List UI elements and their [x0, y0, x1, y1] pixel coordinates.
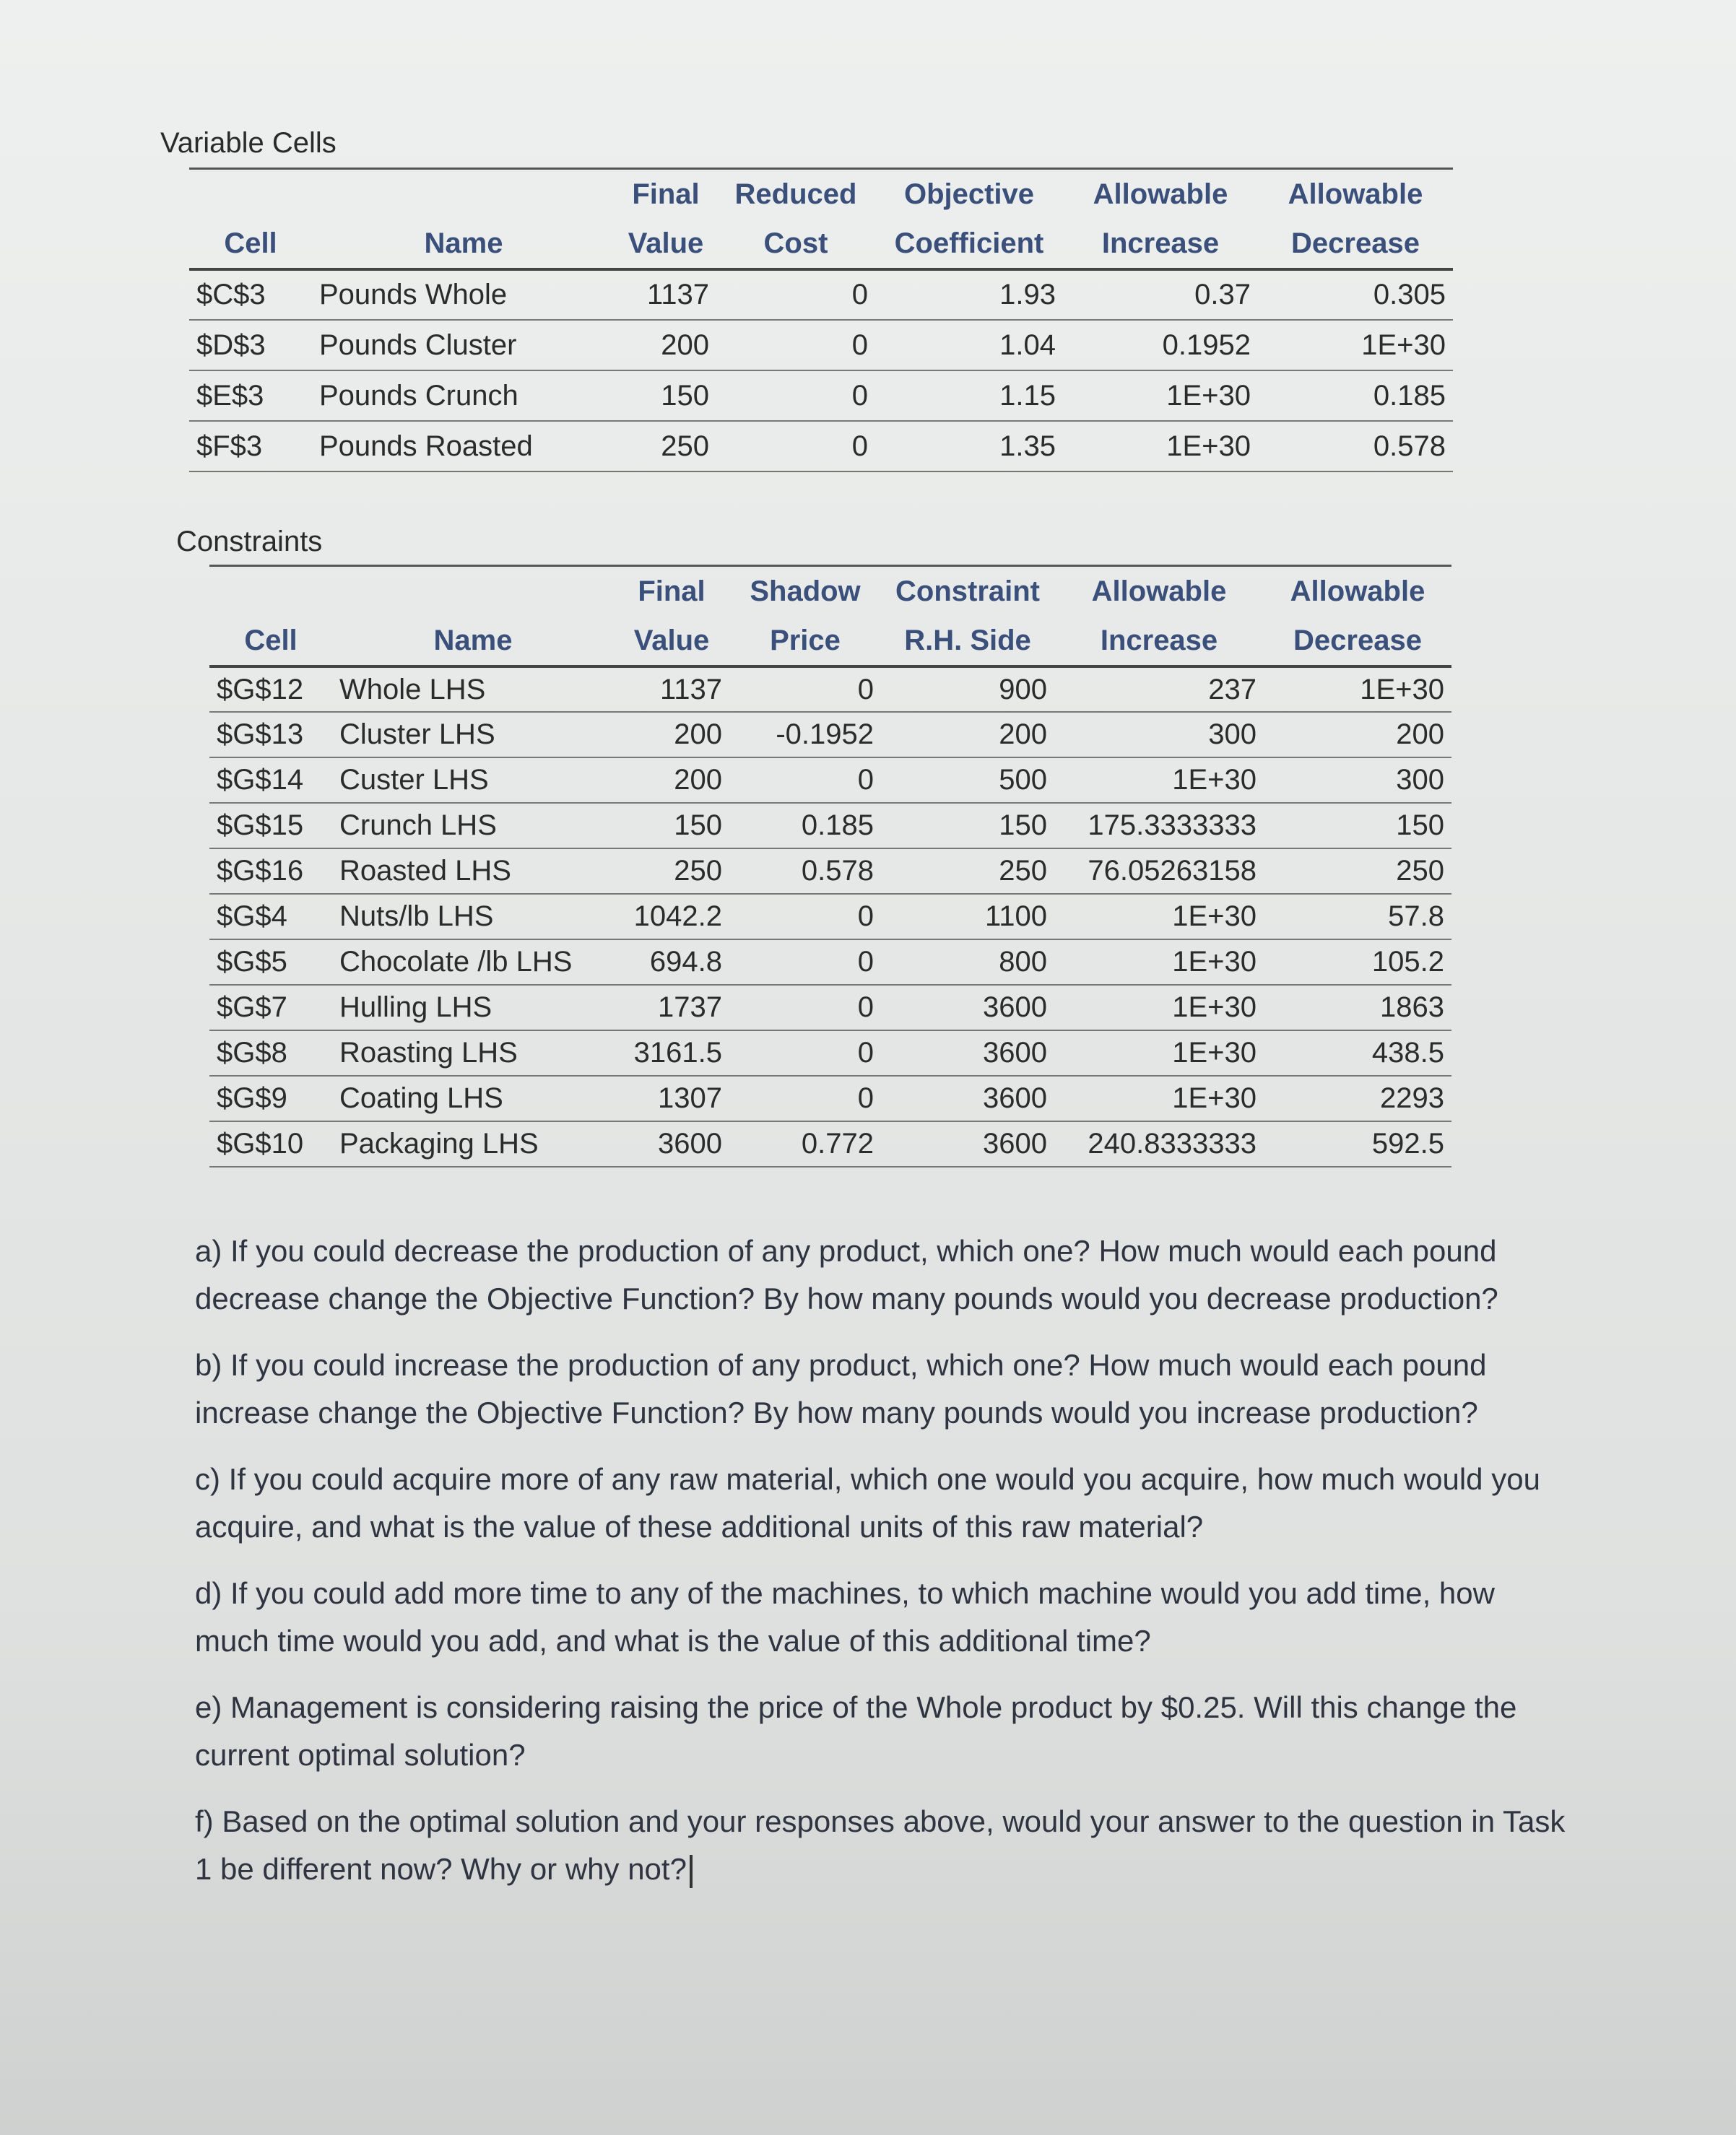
table-cell: 0 — [716, 269, 875, 320]
table-cell: 0 — [729, 939, 881, 985]
table-cell: $F$3 — [189, 421, 312, 471]
table-cell: 150 — [615, 370, 716, 421]
table-cell: 2293 — [1264, 1076, 1451, 1121]
table-cell: 1E+30 — [1063, 421, 1258, 471]
table-cell: 438.5 — [1264, 1030, 1451, 1076]
question-f: f) Based on the optimal solution and your responses above, would your answer to the question in Task 1 be different now? Why or why not? — [195, 1804, 1566, 1886]
table-cell: 1137 — [614, 666, 729, 712]
table-cell: 3600 — [881, 1076, 1054, 1121]
table-cell: 200 — [1264, 712, 1451, 757]
variable-cells-title: Variable Cells — [160, 127, 337, 159]
question-b: b) If you could increase the production of any product, which one? How much would each pound increase change the Objective Function? By how many pounds would you increase production? — [195, 1348, 1487, 1430]
table-cell: $G$13 — [209, 712, 332, 757]
table-row — [209, 666, 1451, 712]
table-cell: 0.185 — [1258, 370, 1453, 421]
table-cell: Pounds Whole — [312, 269, 615, 320]
table-row — [209, 1030, 1451, 1076]
table-cell: Coating LHS — [332, 1076, 614, 1121]
table-cell: Chocolate /lb LHS — [332, 939, 614, 985]
table-cell: 1E+30 — [1054, 985, 1264, 1030]
table-cell: 1E+30 — [1258, 320, 1453, 370]
question-d: d) If you could add more time to any of the machines, to which machine would you add time, how much time would you add, and what is the value of this additional time? — [195, 1576, 1495, 1658]
table-cell: 1.15 — [875, 370, 1063, 421]
table-cell: 0 — [729, 985, 881, 1030]
table-cell: 1.04 — [875, 320, 1063, 370]
question-c: c) If you could acquire more of any raw material, which one would you acquire, how much would you acquire, and what is the value of these additional units of this raw material? — [195, 1462, 1540, 1544]
header-value: Value — [614, 616, 729, 666]
table-cell: Hulling LHS — [332, 985, 614, 1030]
table-row — [209, 1121, 1451, 1167]
table-cell: 105.2 — [1264, 939, 1451, 985]
header-rh-side: R.H. Side — [881, 616, 1054, 666]
table-cell: 1100 — [881, 894, 1054, 939]
header-price: Price — [729, 616, 881, 666]
table-cell: Crunch LHS — [332, 803, 614, 848]
text-cursor — [690, 1855, 693, 1888]
header-constraint: Constraint — [881, 566, 1054, 617]
table-row — [209, 848, 1451, 894]
table-cell: 1E+30 — [1054, 1076, 1264, 1121]
question-f-wrap[interactable] — [195, 1798, 1567, 1893]
table-cell: Nuts/lb LHS — [332, 894, 614, 939]
table-cell: 250 — [614, 848, 729, 894]
table-cell: 1E+30 — [1054, 939, 1264, 985]
table-row — [189, 269, 1453, 320]
table-cell: 0.772 — [729, 1121, 881, 1167]
table-cell: 1E+30 — [1054, 894, 1264, 939]
table-cell: 1E+30 — [1264, 666, 1451, 712]
table-cell: $G$5 — [209, 939, 332, 985]
table-cell: 0.578 — [1258, 421, 1453, 471]
table-cell: $G$10 — [209, 1121, 332, 1167]
variable-cells-body — [189, 269, 1453, 471]
header-coefficient: Coefficient — [875, 219, 1063, 269]
table-cell: 592.5 — [1264, 1121, 1451, 1167]
table-cell: 1737 — [614, 985, 729, 1030]
table-cell: 200 — [615, 320, 716, 370]
table-cell: Whole LHS — [332, 666, 614, 712]
table-cell: 1E+30 — [1063, 370, 1258, 421]
table-cell: 0 — [716, 370, 875, 421]
table-cell: 200 — [614, 757, 729, 803]
header-final: Final — [614, 566, 729, 617]
table-cell: 150 — [881, 803, 1054, 848]
header-increase: Increase — [1054, 616, 1264, 666]
table-cell: 175.3333333 — [1054, 803, 1264, 848]
table-cell: 1137 — [615, 269, 716, 320]
table-cell: 0.185 — [729, 803, 881, 848]
header-final: Final — [615, 169, 716, 219]
table-cell: 1863 — [1264, 985, 1451, 1030]
table-cell: 0 — [729, 894, 881, 939]
header-cell: Cell — [209, 616, 332, 666]
table-cell: 0.578 — [729, 848, 881, 894]
table-cell: 300 — [1264, 757, 1451, 803]
table-cell: 250 — [1264, 848, 1451, 894]
table-cell: 0.305 — [1258, 269, 1453, 320]
question-a: a) If you could decrease the production of any product, which one? How much would each pound decrease change the Objective Function? By how many pounds would you decrease production? — [195, 1234, 1498, 1316]
header-allowable-inc: Allowable — [1054, 566, 1264, 617]
header-decrease: Decrease — [1264, 616, 1451, 666]
table-cell: Pounds Crunch — [312, 370, 615, 421]
header-increase: Increase — [1063, 219, 1258, 269]
header-name: Name — [332, 616, 614, 666]
table-cell: $D$3 — [189, 320, 312, 370]
table-cell: $G$12 — [209, 666, 332, 712]
table-cell: 0 — [729, 666, 881, 712]
table-cell: Cluster LHS — [332, 712, 614, 757]
table-cell: $G$14 — [209, 757, 332, 803]
header-name — [312, 169, 615, 219]
table-cell: $G$16 — [209, 848, 332, 894]
table-row — [209, 894, 1451, 939]
table-cell: $G$15 — [209, 803, 332, 848]
table-cell: Packaging LHS — [332, 1121, 614, 1167]
constraints-body — [209, 666, 1451, 1167]
header-cell — [189, 169, 312, 219]
table-cell: 3600 — [881, 1030, 1054, 1076]
table-cell: 0 — [729, 1030, 881, 1076]
table-row — [209, 939, 1451, 985]
table-cell: Roasting LHS — [332, 1030, 614, 1076]
table-cell: $E$3 — [189, 370, 312, 421]
table-cell: Roasted LHS — [332, 848, 614, 894]
header-cost: Cost — [716, 219, 875, 269]
table-cell: $C$3 — [189, 269, 312, 320]
table-cell: 150 — [1264, 803, 1451, 848]
table-cell: 0.37 — [1063, 269, 1258, 320]
header-reduced: Reduced — [716, 169, 875, 219]
table-cell: 0 — [729, 757, 881, 803]
table-cell: 800 — [881, 939, 1054, 985]
table-cell: 76.05263158 — [1054, 848, 1264, 894]
table-cell: 1307 — [614, 1076, 729, 1121]
table-row — [189, 320, 1453, 370]
table-row — [209, 1076, 1451, 1121]
constraints-table — [209, 565, 1451, 1167]
header-value: Value — [615, 219, 716, 269]
table-cell: 150 — [614, 803, 729, 848]
question-e: e) Management is considering raising the price of the Whole product by $0.25. Will this change the current optimal solution? — [195, 1690, 1517, 1772]
table-cell: 250 — [881, 848, 1054, 894]
table-cell: 500 — [881, 757, 1054, 803]
table-cell: $G$4 — [209, 894, 332, 939]
table-cell: 0.1952 — [1063, 320, 1258, 370]
header-allowable-inc: Allowable — [1063, 169, 1258, 219]
header-name: Name — [312, 219, 615, 269]
variable-cells-header-row2 — [189, 219, 1453, 269]
table-cell: 900 — [881, 666, 1054, 712]
constraints-title: Constraints — [176, 526, 323, 557]
header-name — [332, 566, 614, 617]
table-row — [209, 757, 1451, 803]
header-shadow: Shadow — [729, 566, 881, 617]
table-cell: 1042.2 — [614, 894, 729, 939]
table-cell: 3161.5 — [614, 1030, 729, 1076]
table-row — [189, 370, 1453, 421]
table-cell: $G$7 — [209, 985, 332, 1030]
header-allowable-dec: Allowable — [1264, 566, 1451, 617]
table-cell: 200 — [614, 712, 729, 757]
table-row — [209, 985, 1451, 1030]
header-decrease: Decrease — [1258, 219, 1453, 269]
table-cell: Pounds Cluster — [312, 320, 615, 370]
table-cell: 0 — [716, 421, 875, 471]
table-cell: 1.35 — [875, 421, 1063, 471]
table-row — [209, 712, 1451, 757]
table-cell: 300 — [1054, 712, 1264, 757]
table-cell: 3600 — [881, 985, 1054, 1030]
header-objective: Objective — [875, 169, 1063, 219]
table-cell: 200 — [881, 712, 1054, 757]
table-cell: 0 — [729, 1076, 881, 1121]
table-row — [209, 803, 1451, 848]
constraints-header-row2 — [209, 616, 1451, 666]
table-cell: 3600 — [614, 1121, 729, 1167]
table-cell: $G$8 — [209, 1030, 332, 1076]
table-cell: 3600 — [881, 1121, 1054, 1167]
table-cell: 240.8333333 — [1054, 1121, 1264, 1167]
table-cell: 250 — [615, 421, 716, 471]
table-cell: 694.8 — [614, 939, 729, 985]
variable-cells-table — [189, 168, 1453, 472]
table-cell: 1.93 — [875, 269, 1063, 320]
table-cell: -0.1952 — [729, 712, 881, 757]
header-allowable-dec: Allowable — [1258, 169, 1453, 219]
table-row — [189, 421, 1453, 471]
table-cell: 0 — [716, 320, 875, 370]
table-cell: Pounds Roasted — [312, 421, 615, 471]
table-cell: 237 — [1054, 666, 1264, 712]
constraints-header-row1 — [209, 566, 1451, 617]
header-cell: Cell — [189, 219, 312, 269]
questions — [195, 1227, 1567, 1912]
variable-cells-header-row1 — [189, 169, 1453, 219]
table-cell: 1E+30 — [1054, 1030, 1264, 1076]
table-cell: $G$9 — [209, 1076, 332, 1121]
table-cell: Custer LHS — [332, 757, 614, 803]
table-cell: 1E+30 — [1054, 757, 1264, 803]
header-cell — [209, 566, 332, 617]
table-cell: 57.8 — [1264, 894, 1451, 939]
